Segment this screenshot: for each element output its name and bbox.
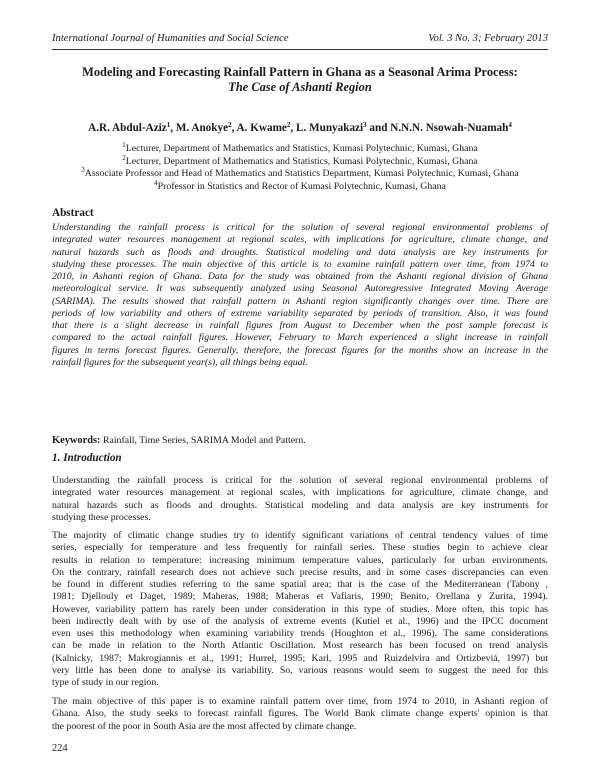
affiliation-text: Professor in Statistics and Rector of Kumasi Polytechnic, Kumasi, Ghana bbox=[157, 180, 446, 192]
author-affiliation-mark: 4 bbox=[508, 121, 512, 129]
affiliation-mark: 3 bbox=[81, 166, 85, 175]
author-name: N.N.N. Nsowah-Nuamah bbox=[390, 122, 509, 134]
author-name: A. Kwame bbox=[236, 122, 287, 134]
text-line: Ghana. Also, the study seeks to forecast rainfall figures. The World Bank climate change experts' opinion is that bbox=[52, 708, 548, 720]
text-line: integrated water resources management at regional scales, with implications for agriculture, climate change, and bbox=[52, 487, 548, 499]
affiliation-text: Lecturer, Department of Mathematics and Statistics, Kumasi Polytechnic, Kumasi, Ghana bbox=[125, 155, 478, 167]
title-subtitle: The Case of Ashanti Region bbox=[228, 80, 372, 94]
intro-paragraph-3 bbox=[52, 696, 548, 733]
author-affiliation-mark: 2 bbox=[286, 121, 291, 129]
text-line: studying these processes. The main objective of this article is to examine rainfall pattern over time, from 1974 to bbox=[52, 258, 548, 270]
affiliation-list bbox=[40, 143, 560, 193]
text-line: compared to the actual rainfall figures. However, February to March experienced a slight increase in rainfall bbox=[52, 332, 548, 344]
text-line: On the contrary, rainfall research does not achieve such precise results, and in some cases discrepancies can even bbox=[52, 566, 548, 578]
author-separator: and bbox=[366, 122, 391, 134]
affiliation-line bbox=[40, 143, 560, 156]
affiliation-line bbox=[40, 153, 560, 169]
text-line: the poorest of the poor in South Asia are the most affected by climate change. bbox=[52, 720, 357, 732]
running-header bbox=[52, 33, 548, 44]
page-number: 224 bbox=[52, 743, 68, 754]
issue-info: Vol. 3 No. 3; February 2013 bbox=[428, 33, 548, 44]
affiliation-mark: 4 bbox=[154, 178, 158, 187]
header-rule bbox=[52, 49, 548, 50]
keywords-text: Rainfall, Time Series, SARIMA Model and Pattern. bbox=[102, 435, 306, 446]
affiliation-line bbox=[40, 168, 560, 181]
text-line: type of study in our region. bbox=[52, 677, 159, 688]
text-line: 1981; Djellouly et Daget, 1989; Maheras, 1988; Maheras et Vafiaris, 1990; Benito, Orellana y Zurita, 1994). bbox=[52, 591, 548, 603]
text-line: meteorological service. It was subsequently analyzed using Seasonal Autoregressive Integrated Moving Average bbox=[52, 283, 548, 295]
text-line: (SARIMA). The results showed that rainfall pattern in Ashanti region significantly changes over time. There are bbox=[52, 295, 548, 307]
text-line: 2010, in Ashanti region of Ghana. Data for the study was obtained from the Ashanti regional division of Ghana bbox=[52, 271, 548, 282]
paper-title bbox=[40, 65, 560, 95]
author-affiliation-mark: 1 bbox=[166, 121, 171, 129]
keywords bbox=[52, 435, 306, 446]
text-line: periods of low variability and others of extreme variability separated by periods of transition. Also, it was found bbox=[52, 307, 548, 319]
affiliation-mark: 2 bbox=[122, 153, 126, 162]
affiliation-text: Lecturer, Department of Mathematics and Statistics, Kumasi Polytechnic, Kumasi, Ghana bbox=[125, 143, 478, 154]
author-name: A.R. Abdul-Aziz bbox=[88, 122, 167, 134]
author-name: L. Munyakazi bbox=[295, 122, 364, 134]
text-line: figures in terms forecast figures. Generally, therefore, the forecast figures for the months show an increase in the bbox=[52, 344, 548, 356]
text-line: natural hazards such as floods and droughts. Statistical modeling and data analysis are key instruments for bbox=[52, 499, 548, 511]
affiliation-text: Associate Professor and Head of Mathematics and Statistics Department, Kumasi Polytechnic, Kumasi, Ghana bbox=[84, 168, 519, 180]
author-separator: , bbox=[231, 122, 237, 134]
text-line: integrated water resources management at regional scales, with implications for agriculture, climate change, and bbox=[52, 234, 548, 246]
text-line: results in relation to temperature: increasing minimum temperature values, particularly for urban environments. bbox=[52, 554, 548, 566]
text-line: The majority of climatic change studies try to identify significant variations of central tendency values of time bbox=[52, 530, 548, 541]
author-separator: , bbox=[170, 122, 176, 134]
text-line: (Kalnicky, 1987; Makrogiannis et al., 1991; Hurrel, 1995; Karl, 1995 and Ruizdelvira and Ortizbeviá, 1997) but bbox=[52, 652, 548, 664]
author-affiliation-mark: 3 bbox=[363, 121, 367, 129]
author-affiliation-mark: 2 bbox=[228, 121, 232, 129]
text-line: studying these processes. bbox=[52, 511, 151, 523]
intro-paragraph-1 bbox=[52, 475, 548, 524]
text-line: can be made in relation to the North Atlantic Oscillation. Most research has been focused on trend analysis bbox=[52, 640, 548, 652]
text-line: that there is a slight decrease in rainfall figures from August to December when the post sample forecast is bbox=[52, 320, 548, 331]
title-main: Modeling and Forecasting Rainfall Pattern in Ghana as a Seasonal Arima Process: bbox=[82, 65, 518, 79]
text-line: Understanding the rainfall process is critical for the solution of several regional environmental problems of bbox=[52, 222, 548, 233]
text-line: The main objective of this paper is to examine rainfall pattern over time, from 1974 to 2010, in Ashanti region of bbox=[52, 696, 548, 707]
journal-name: International Journal of Humanities and Social Science bbox=[52, 33, 289, 44]
author-list bbox=[40, 122, 560, 134]
text-line: However, variability pattern has rarely been under consideration in this type of studies. More often, this topic has bbox=[52, 603, 548, 615]
text-line: Understanding the rainfall process is critical for the solution of several regional environmental problems of bbox=[52, 475, 548, 486]
text-line: rainfall figures for the subsequent year(s), all things being equal. bbox=[52, 356, 308, 368]
affiliation-line bbox=[40, 178, 560, 194]
text-line: be found in different studies referring to the same spatial area; that is the case of the Mediterranean (Tabony , bbox=[52, 579, 548, 590]
text-line: even uses this methodology when examining variability trends (Houghton et al., 1996). The same considerations bbox=[52, 628, 548, 639]
affiliation-mark: 1 bbox=[122, 141, 126, 149]
text-line: natural hazards such as floods and droughts. Statistical modeling and data analysis are key instruments for bbox=[52, 246, 548, 258]
text-line: series, especially for temperature and less frequently for rainfall series. These studies begin to achieve clear bbox=[52, 542, 548, 554]
text-line: been indirectly dealt with by use of the analysis of extreme events (Kutiel et al., 1996) and the IPCC document bbox=[52, 615, 548, 627]
intro-paragraph-2 bbox=[52, 530, 548, 689]
author-name: M. Anokye bbox=[175, 122, 229, 134]
keywords-label: Keywords: bbox=[52, 435, 101, 446]
abstract-heading: Abstract bbox=[52, 207, 94, 219]
text-line: very little has been done to analyse its variability. So, various reasons would seem to suggest the need for this bbox=[52, 664, 548, 676]
abstract-text bbox=[52, 222, 548, 369]
introduction-heading: 1. Introduction bbox=[52, 452, 122, 464]
author-separator: , bbox=[290, 122, 296, 134]
